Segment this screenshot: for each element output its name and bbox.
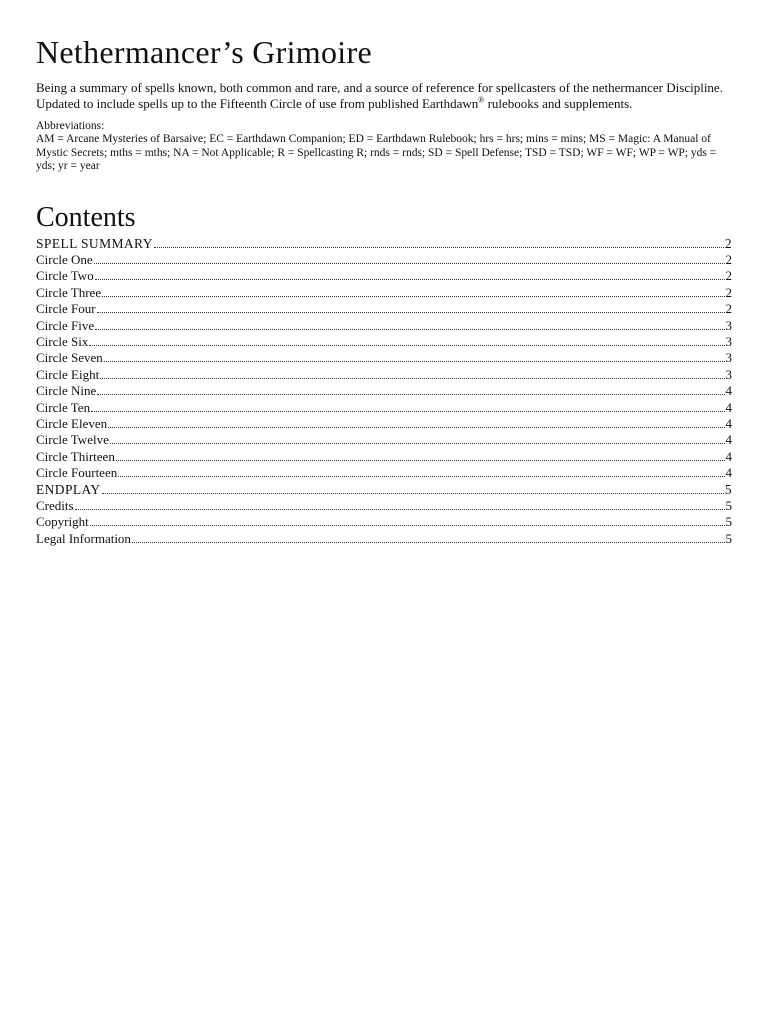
- toc-dot-leader: [89, 344, 724, 346]
- toc-entry-page-number: 2: [724, 235, 732, 251]
- toc-dot-leader: [110, 442, 725, 444]
- toc-entry-page-number: 4: [725, 399, 732, 415]
- toc-entry-page-number: 4: [725, 448, 732, 464]
- toc-entry[interactable]: [36, 482, 732, 498]
- toc-entry-label: Circle Four: [36, 301, 96, 317]
- toc-entry[interactable]: [36, 416, 732, 432]
- toc-entry[interactable]: [36, 285, 732, 301]
- toc-entry[interactable]: [36, 268, 732, 284]
- table-of-contents: [36, 236, 732, 548]
- toc-dot-leader: [90, 524, 725, 526]
- toc-entry-label: Circle Nine: [36, 383, 97, 399]
- toc-dot-leader: [100, 377, 724, 379]
- toc-entry-label: Copyright: [36, 514, 89, 530]
- registered-mark: ®: [478, 95, 485, 105]
- toc-entry-page-number: 3: [725, 366, 732, 382]
- toc-entry-page-number: 4: [725, 415, 732, 431]
- toc-entry[interactable]: [36, 367, 732, 383]
- toc-dot-leader: [108, 426, 724, 428]
- toc-entry-label: Circle Eleven: [36, 415, 108, 431]
- toc-entry-page-number: 5: [724, 481, 732, 497]
- toc-dot-leader: [95, 278, 725, 280]
- toc-dot-leader: [102, 295, 724, 297]
- toc-entry-page-number: 2: [725, 301, 732, 317]
- abbreviations-heading: Abbreviations:: [36, 120, 105, 132]
- toc-entry-page-number: 2: [725, 251, 732, 267]
- toc-dot-leader: [118, 475, 724, 477]
- toc-entry[interactable]: [36, 318, 732, 334]
- toc-entry-page-number: 4: [725, 432, 732, 448]
- toc-entry[interactable]: [36, 350, 732, 366]
- toc-entry-page-number: 3: [725, 350, 732, 366]
- intro-text: Being a summary of spells known, both common and rare, and a source of reference for spellcasters of the nethermancer Discipline. Updated to include spells up to the Fifteenth Circle of use from published Earthdawn: [36, 80, 723, 111]
- toc-dot-leader: [97, 393, 724, 395]
- toc-entry-label: Circle Twelve: [36, 432, 109, 448]
- toc-entry-label: Circle Thirteen: [36, 448, 115, 464]
- toc-entry-label: Circle Five: [36, 317, 95, 333]
- toc-entry[interactable]: [36, 252, 732, 268]
- toc-entry-label: Circle Ten: [36, 399, 91, 415]
- toc-entry[interactable]: [36, 449, 732, 465]
- intro-paragraph: [36, 80, 732, 112]
- toc-entry-label: SPELL SUMMARY: [36, 235, 153, 251]
- toc-entry-page-number: 2: [725, 268, 732, 284]
- toc-entry-label: Circle Six: [36, 333, 89, 349]
- toc-entry-label: Circle One: [36, 251, 93, 267]
- toc-dot-leader: [116, 459, 725, 461]
- toc-entry[interactable]: [36, 334, 732, 350]
- toc-entry-page-number: 5: [725, 498, 732, 513]
- contents-title: Contents: [36, 201, 136, 233]
- toc-dot-leader: [132, 541, 725, 543]
- toc-dot-leader: [94, 262, 725, 264]
- toc-entry-page-number: 5: [725, 514, 732, 530]
- toc-entry-label: Credits: [36, 498, 74, 513]
- toc-dot-leader: [102, 492, 724, 494]
- toc-dot-leader: [104, 360, 725, 362]
- toc-dot-leader: [95, 328, 724, 330]
- toc-entry[interactable]: [36, 400, 732, 416]
- toc-entry-page-number: 5: [725, 530, 732, 546]
- toc-dot-leader: [97, 311, 725, 313]
- toc-dot-leader: [91, 410, 724, 412]
- toc-entry-label: Circle Eight: [36, 366, 100, 382]
- toc-entry-page-number: 3: [725, 317, 732, 333]
- toc-entry[interactable]: [36, 465, 732, 481]
- toc-entry[interactable]: [36, 432, 732, 448]
- toc-entry[interactable]: [36, 301, 732, 317]
- abbreviations-text: AM = Arcane Mysteries of Barsaive; EC = Earthdawn Companion; ED = Earthdawn Rulebook; hrs = hrs; mins = mins; MS = Magic: A Manual of Mystic Secrets; mths = mths; NA = Not Applicable; R = Spellcasting R; rnds = rnds; SD = Spell Defense; TSD = TSD; WF = WF; WP = WP; yds = yds; yr = year: [36, 133, 717, 172]
- toc-entry-page-number: 4: [725, 465, 732, 481]
- toc-entry-page-number: 4: [725, 383, 732, 399]
- toc-entry-page-number: 3: [725, 333, 732, 349]
- toc-dot-leader: [154, 246, 724, 248]
- intro-text-end: rulebooks and supplements.: [484, 96, 633, 111]
- toc-entry-label: Circle Seven: [36, 350, 103, 366]
- toc-entry[interactable]: [36, 383, 732, 399]
- toc-entry[interactable]: [36, 514, 732, 530]
- toc-entry-label: Circle Two: [36, 268, 94, 284]
- toc-entry-label: Circle Fourteen: [36, 465, 118, 481]
- toc-entry-label: Legal Information: [36, 530, 131, 546]
- toc-dot-leader: [75, 508, 725, 510]
- document-title: Nethermancer’s Grimoire: [36, 34, 372, 70]
- toc-entry-label: Circle Three: [36, 284, 102, 300]
- toc-entry[interactable]: [36, 531, 732, 547]
- toc-entry-page-number: 2: [725, 284, 732, 300]
- toc-entry-label: ENDPLAY: [36, 481, 101, 497]
- toc-entry[interactable]: [36, 498, 732, 514]
- toc-entry[interactable]: [36, 236, 732, 252]
